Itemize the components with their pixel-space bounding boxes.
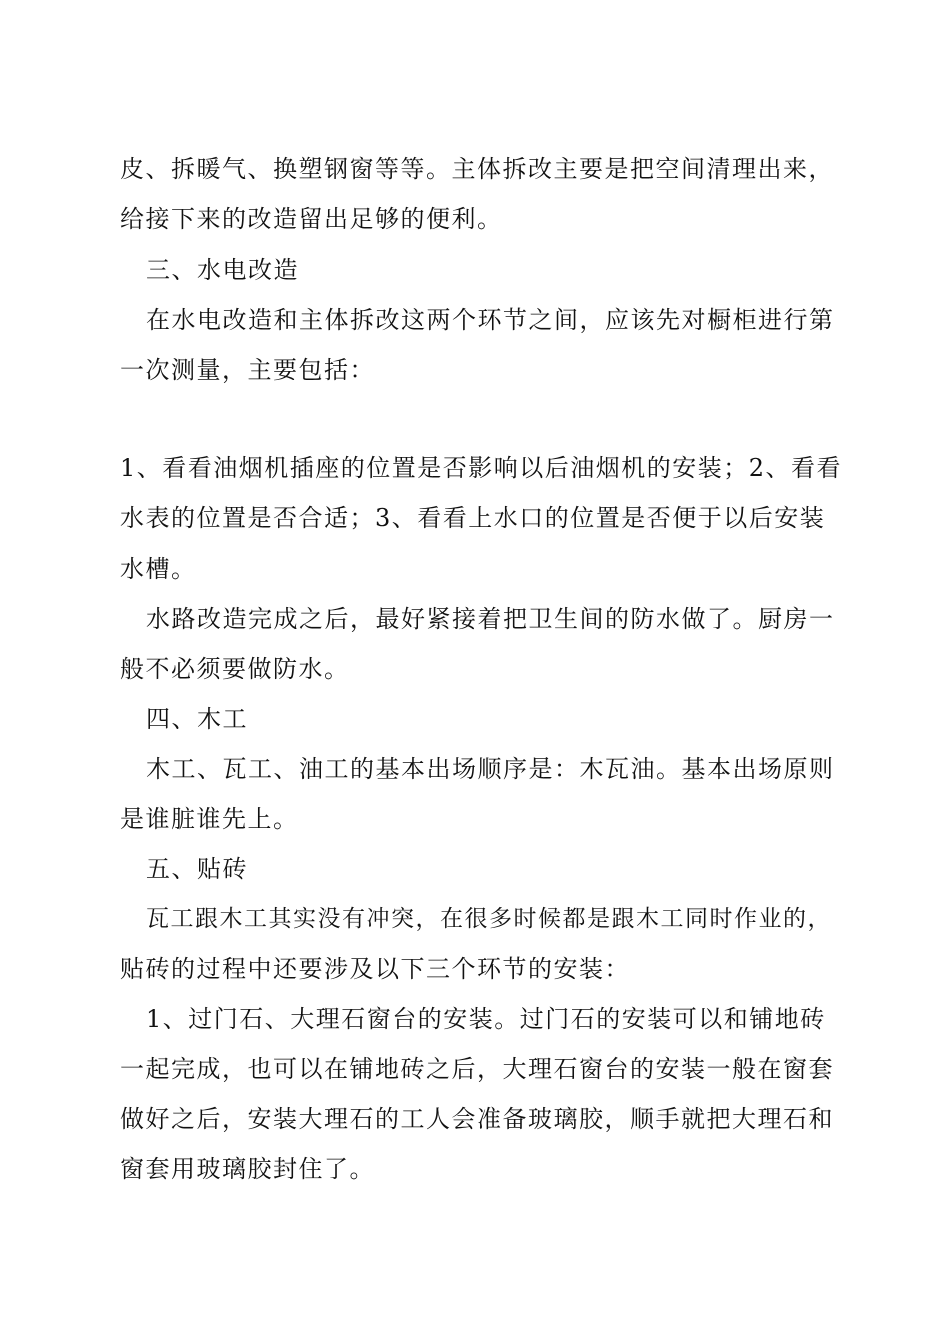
text-line: 在水电改造和主体拆改这两个环节之间，应该先对橱柜进行第 <box>146 306 835 334</box>
section-heading: 五、贴砖 <box>146 855 248 883</box>
text-line: 1、看看油烟机插座的位置是否影响以后油烟机的安装；2、看看 <box>120 454 843 482</box>
text-line: 一起完成，也可以在铺地砖之后，大理石窗台的安装一般在窗套 <box>120 1055 834 1083</box>
text-line: 窗套用玻璃胶封住了。 <box>120 1155 375 1183</box>
text-line: 是谁脏谁先上。 <box>120 805 299 833</box>
text-line: 水路改造完成之后，最好紧接着把卫生间的防水做了。厨房一 <box>146 605 835 633</box>
text-line: 贴砖的过程中还要涉及以下三个环节的安装： <box>120 955 630 983</box>
text-line: 1、过门石、大理石窗台的安装。过门石的安装可以和铺地砖 <box>146 1005 826 1033</box>
text-line: 水表的位置是否合适；3、看看上水口的位置是否便于以后安装 <box>120 504 826 532</box>
text-line: 皮、拆暖气、换塑钢窗等等。主体拆改主要是把空间清理出来， <box>120 155 834 183</box>
text-line: 一次测量，主要包括： <box>120 356 375 384</box>
text-line: 做好之后，安装大理石的工人会准备玻璃胶，顺手就把大理石和 <box>120 1105 834 1133</box>
text-line: 木工、瓦工、油工的基本出场顺序是：木瓦油。基本出场原则 <box>146 755 835 783</box>
text-line: 般不必须要做防水。 <box>120 655 350 683</box>
text-line: 给接下来的改造留出足够的便利。 <box>120 205 503 233</box>
text-line: 瓦工跟木工其实没有冲突，在很多时候都是跟木工同时作业的， <box>146 906 832 932</box>
text-line: 水槽。 <box>120 555 197 583</box>
section-heading: 四、木工 <box>146 705 248 733</box>
section-heading: 三、水电改造 <box>146 256 299 284</box>
